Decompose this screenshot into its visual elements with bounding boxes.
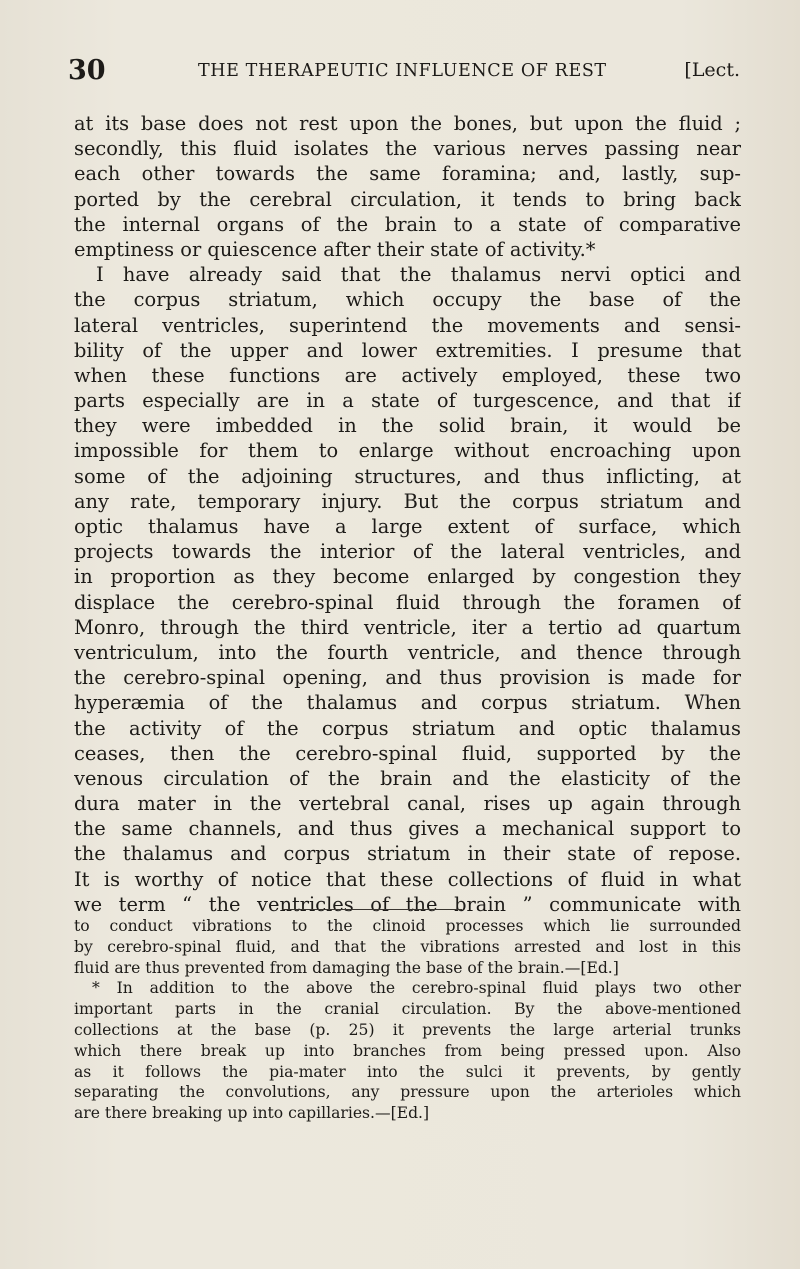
text-line: emptiness or quiescence after their state of activity.* (74, 237, 596, 261)
footnotes (74, 916, 741, 1124)
text-line: ported by the cerebral circulation, it tends to bring back (74, 187, 741, 211)
text-line: secondly, this fluid isolates the various nerves passing near (74, 137, 741, 161)
main-text (74, 111, 741, 917)
text-line: in proportion as they become enlarged by congestion they (74, 565, 741, 589)
text-line: when these functions are actively employed, these two (74, 363, 741, 387)
footnote-line: * In addition to the above the cerebro-spinal fluid plays two other (92, 979, 741, 998)
footnote-line: are there breaking up into capillaries.—[Ed.] (74, 1104, 430, 1123)
footnote-line: fluid are thus prevented from damaging the base of the brain.—[Ed.] (74, 958, 619, 977)
text-line: ceases, then the cerebro-spinal fluid, supported by the (74, 741, 741, 765)
page-number: 30 (68, 55, 106, 86)
text-line: Monro, through the third ventricle, iter a tertio ad quartum (74, 615, 741, 639)
footnote-line: separating the convolutions, any pressure upon the arterioles which (74, 1083, 741, 1102)
text-line: impossible for them to enlarge without encroaching upon (74, 439, 741, 463)
text-line: the cerebro-spinal opening, and thus provision is made for (74, 666, 741, 690)
text-line: at its base does not rest upon the bones, but upon the fluid ; (74, 112, 741, 135)
footnote-divider (282, 909, 462, 910)
text-line: ventriculum, into the fourth ventricle, and thence through (74, 640, 741, 664)
footnote-line: by cerebro-spinal fluid, and that the vibrations arrested and lost in this (74, 937, 741, 956)
text-line: It is worthy of notice that these collections of fluid in what (74, 867, 741, 891)
running-head: THE THERAPEUTIC INFLUENCE OF REST (198, 61, 607, 81)
text-line: the internal organs of the brain to a state of comparative (74, 212, 741, 236)
text-line: the activity of the corpus striatum and optic thalamus (74, 716, 741, 740)
page-header (68, 55, 740, 89)
text-line: each other towards the same foramina; and, lastly, sup- (74, 162, 741, 186)
text-line: venous circulation of the brain and the elasticity of the (74, 766, 741, 790)
text-line: lateral ventricles, superintend the movements and sensi- (74, 313, 741, 337)
text-line: we term “ the ventricles of the brain ” communicate with (74, 892, 741, 916)
footnote-line: which there break up into branches from being pressed upon. Also (74, 1041, 741, 1060)
text-line: bility of the upper and lower extremities. I presume that (74, 338, 741, 362)
text-line: they were imbedded in the solid brain, it would be (74, 414, 741, 438)
text-line: displace the cerebro-spinal fluid through the foramen of (74, 590, 741, 614)
text-line: dura mater in the vertebral canal, rises up again through (74, 792, 741, 816)
text-line: some of the adjoining structures, and thus inflicting, at (74, 464, 741, 488)
text-line: the same channels, and thus gives a mechanical support to (74, 817, 741, 841)
footnote-line: important parts in the cranial circulation. By the above-mentioned (74, 1000, 741, 1019)
section-label: [Lect. (684, 59, 740, 81)
text-line: projects towards the interior of the lateral ventricles, and (74, 540, 741, 564)
text-line: any rate, temporary injury. But the corpus striatum and (74, 489, 741, 513)
footnote-line: collections at the base (p. 25) it prevents the large arterial trunks (74, 1020, 741, 1039)
text-line: optic thalamus have a large extent of surface, which (74, 515, 741, 538)
text-line: I have already said that the thalamus nervi optici and (96, 263, 741, 287)
text-line: parts especially are in a state of turgescence, and that if (74, 389, 741, 413)
footnote-line: to conduct vibrations to the clinoid processes which lie surrounded (74, 917, 741, 935)
text-line: the thalamus and corpus striatum in their state of repose. (74, 842, 741, 866)
text-line: the corpus striatum, which occupy the base of the (74, 288, 741, 312)
text-line: hyperæmia of the thalamus and corpus striatum. When (74, 691, 741, 715)
footnote-line: as it follows the pia-mater into the sulci it prevents, by gently (74, 1062, 741, 1081)
